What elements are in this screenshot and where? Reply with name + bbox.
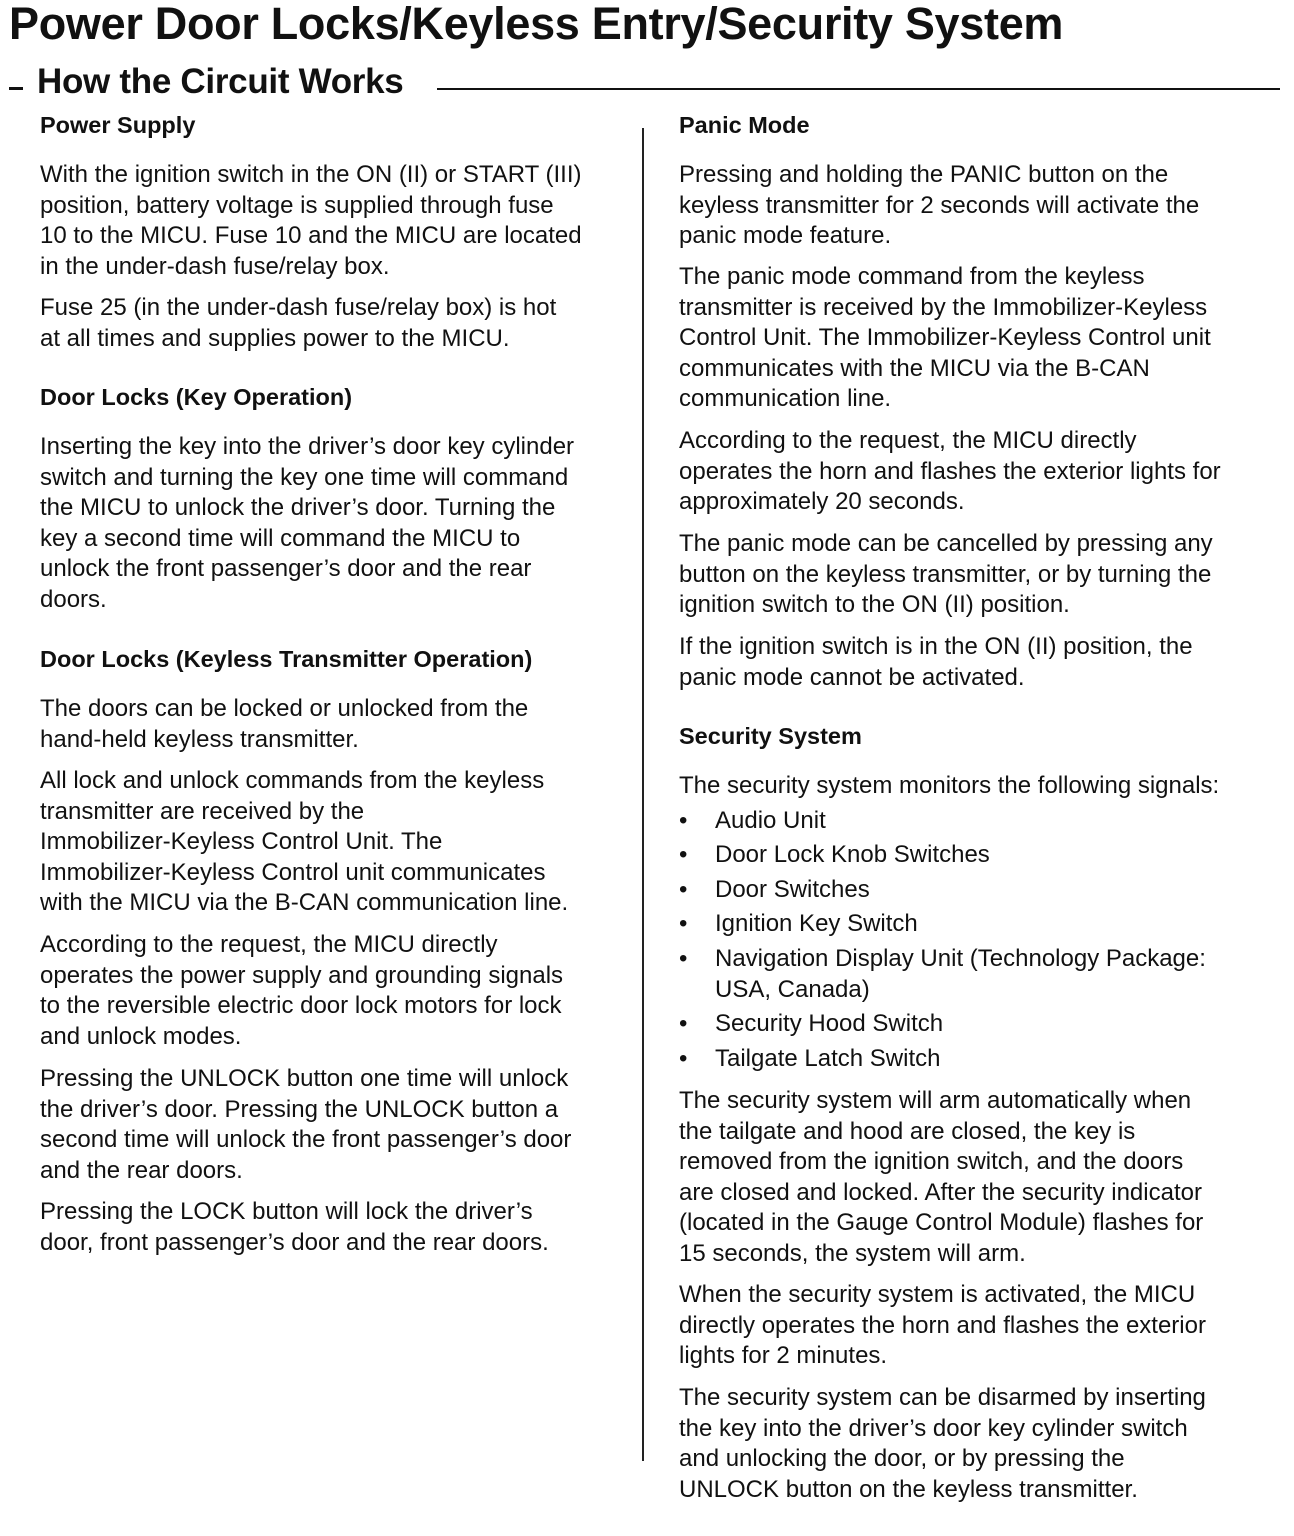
text-line: With the ignition switch in the ON (II) or START (III) (40, 161, 582, 188)
paragraph (679, 1086, 1203, 1270)
text-line: button on the keyless transmitter, or by turning the (679, 560, 1212, 588)
paragraph (679, 426, 1221, 518)
text-line: and unlock modes. (40, 1022, 242, 1050)
text-line: Fuse 25 (in the under-dash fuse/relay box) is hot (40, 294, 557, 321)
text-line: Pressing the UNLOCK button one time will unlock (40, 1065, 569, 1092)
text-line: door, front passenger’s door and the rear doors. (40, 1228, 549, 1256)
text-line: in the under-dash fuse/relay box. (40, 252, 390, 280)
text-line: transmitter is received by the Immobilizer-Keyless (679, 293, 1208, 321)
text-line: The security system will arm automatically when (679, 1087, 1192, 1114)
bullet-icon: • (679, 1045, 688, 1072)
text-line: the tailgate and hood are closed, the key is (679, 1117, 1136, 1145)
paragraph (40, 432, 574, 616)
text-line: UNLOCK button on the keyless transmitter. (679, 1475, 1138, 1503)
text-line: When the security system is activated, the MICU (679, 1281, 1196, 1308)
heading-door-locks-keyless: Door Locks (Keyless Transmitter Operation) (40, 646, 533, 672)
text-line: at all times and supplies power to the MICU. (40, 324, 510, 352)
text-line: According to the request, the MICU directly (40, 931, 498, 958)
subtitle-rule (437, 88, 1280, 90)
text-line: lights for 2 minutes. (679, 1342, 888, 1370)
text-line: keyless transmitter for 2 seconds will activate the (679, 191, 1200, 219)
text-line: All lock and unlock commands from the keyless (40, 767, 545, 794)
text-line: hand-held keyless transmitter. (40, 725, 359, 753)
text-line: removed from the ignition switch, and the doors (679, 1148, 1184, 1176)
text-line: operates the power supply and grounding signals (40, 961, 564, 989)
list-item-text: Audio Unit (715, 807, 826, 834)
paragraph (40, 694, 528, 755)
heading-door-locks-key: Door Locks (Key Operation) (40, 384, 353, 410)
text-line: doors. (40, 585, 107, 613)
text-line: to the reversible electric door lock motors for lock (40, 992, 562, 1020)
paragraph (679, 160, 1199, 252)
text-line: Immobilizer-Keyless Control unit communicates (40, 858, 546, 886)
text-line: Pressing the LOCK button will lock the driver’s (40, 1198, 533, 1225)
text-line: transmitter are received by the (40, 797, 365, 825)
text-line: communication line. (679, 385, 892, 413)
text-line: key a second time will command the MICU to (40, 524, 521, 552)
heading-power-supply: Power Supply (40, 112, 196, 138)
text-line: Pressing and holding the PANIC button on the (679, 161, 1169, 188)
list-item-text: Door Switches (715, 876, 870, 903)
bullet-icon: • (679, 1010, 688, 1037)
paragraph (679, 1280, 1206, 1372)
text-line: and the rear doors. (40, 1156, 243, 1184)
list-item-text: USA, Canada) (715, 975, 870, 1003)
column-divider (642, 128, 644, 1461)
heading-security-system: Security System (679, 723, 862, 749)
list-item-text: Tailgate Latch Switch (715, 1045, 941, 1072)
list-item-text: Navigation Display Unit (Technology Package: (715, 945, 1206, 972)
bullet-icon: • (679, 910, 688, 937)
text-line: panic mode cannot be activated. (679, 663, 1025, 691)
text-line: The panic mode can be cancelled by pressing any (679, 530, 1213, 557)
text-line: are closed and locked. After the security indicator (679, 1178, 1202, 1206)
list-item-text: Door Lock Knob Switches (715, 841, 990, 868)
paragraph (40, 930, 563, 1052)
text-line: If the ignition switch is in the ON (II) position, the (679, 633, 1193, 660)
text-line: operates the horn and flashes the exterior lights for (679, 457, 1221, 485)
text-line: panic mode feature. (679, 222, 892, 250)
text-line: The doors can be locked or unlocked from the (40, 695, 529, 722)
text-line: directly operates the horn and flashes the exterior (679, 1311, 1206, 1339)
text-line: approximately 20 seconds. (679, 488, 965, 516)
section-subtitle: How the Circuit Works (37, 62, 404, 101)
bullet-icon: • (679, 841, 688, 868)
paragraph (679, 529, 1213, 621)
text-line: Inserting the key into the driver’s door key cylinder (40, 433, 575, 460)
list-item-text: Ignition Key Switch (715, 910, 918, 937)
text-line: 10 to the MICU. Fuse 10 and the MICU are located (40, 222, 582, 250)
text-line: According to the request, the MICU directly (679, 427, 1137, 454)
bullet-icon: • (679, 945, 688, 972)
text-line: Immobilizer-Keyless Control Unit. The (40, 828, 443, 856)
paragraph (40, 1197, 549, 1258)
paragraph (679, 262, 1211, 415)
paragraph (40, 160, 582, 282)
text-line: switch and turning the key one time will command (40, 463, 569, 491)
page-title: Power Door Locks/Keyless Entry/Security System (9, 0, 1064, 49)
text-line: (located in the Gauge Control Module) flashes for (679, 1209, 1204, 1237)
text-line: second time will unlock the front passenger’s door (40, 1126, 572, 1154)
text-line: The panic mode command from the keyless (679, 263, 1145, 290)
bullet-icon: • (679, 876, 688, 903)
paragraph (40, 766, 568, 919)
text-line: with the MICU via the B-CAN communication line. (40, 889, 569, 917)
text-line: ignition switch to the ON (II) position. (679, 591, 1070, 619)
subtitle-dash (9, 87, 23, 90)
paragraph (40, 1064, 571, 1186)
list-item-text: Security Hood Switch (715, 1010, 944, 1037)
paragraph (40, 293, 556, 354)
text-line: position, battery voltage is supplied through fuse (40, 191, 554, 219)
paragraph (679, 1383, 1206, 1505)
text-line: the driver’s door. Pressing the UNLOCK button a (40, 1095, 559, 1123)
text-line: communicates with the MICU via the B-CAN (679, 354, 1150, 382)
text-line: The security system can be disarmed by inserting (679, 1384, 1206, 1411)
text-line: the key into the driver’s door key cylinder switch (679, 1414, 1188, 1442)
text-line: the MICU to unlock the driver’s door. Turning the (40, 494, 556, 522)
text-line: and unlocking the door, or by pressing the (679, 1445, 1125, 1473)
paragraph (679, 632, 1193, 693)
text-line: unlock the front passenger’s door and the rear (40, 555, 532, 583)
text-line: Control Unit. The Immobilizer-Keyless Control unit (679, 324, 1211, 352)
bullet-icon: • (679, 807, 688, 834)
paragraph-intro: The security system monitors the following signals: (679, 772, 1220, 799)
text-line: 15 seconds, the system will arm. (679, 1239, 1026, 1267)
heading-panic-mode: Panic Mode (679, 112, 810, 138)
